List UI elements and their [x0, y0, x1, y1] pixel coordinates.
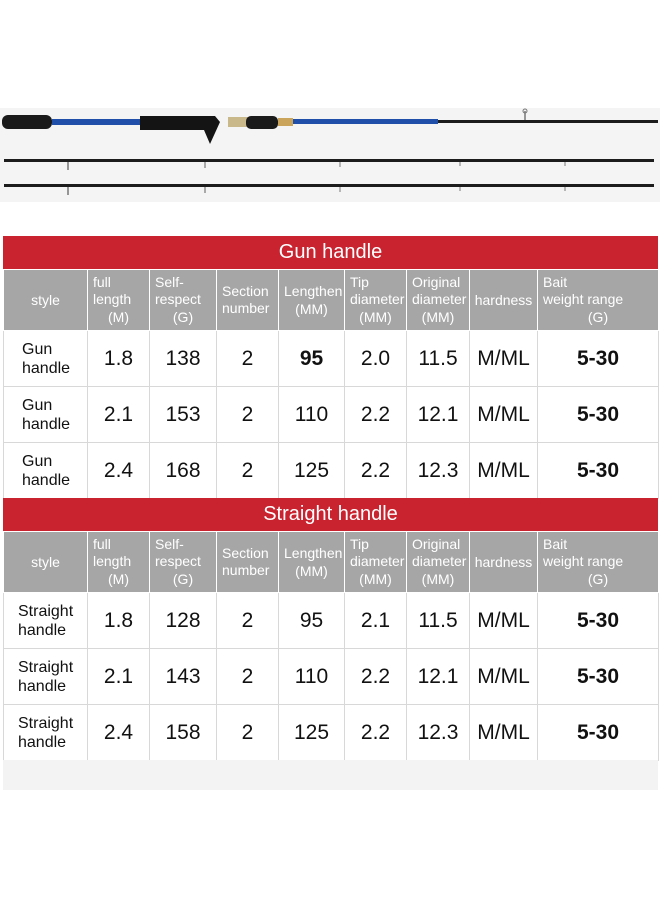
value-cell: 95	[279, 593, 345, 649]
style-cell: Straight handle	[4, 649, 88, 705]
header-unit: (MM)	[295, 300, 328, 317]
value-cell: 125	[279, 705, 345, 761]
value-cell: 138	[150, 331, 217, 387]
column-header	[538, 270, 659, 331]
value-cell: 2.0	[345, 331, 407, 387]
value-cell: 95	[279, 331, 345, 387]
style-cell: Straight handle	[4, 705, 88, 761]
value-cell: 2.1	[88, 387, 150, 443]
value-cell: 2.1	[345, 593, 407, 649]
header-label: Original diameter	[412, 274, 467, 307]
value-cell: 143	[150, 649, 217, 705]
header-label: Self- respect	[155, 536, 201, 569]
rod-blank-dark-tip	[438, 120, 658, 123]
value-cell: 2.2	[345, 649, 407, 705]
column-header	[345, 270, 407, 331]
value-cell: M/ML	[470, 705, 538, 761]
value-cell: 2.2	[345, 705, 407, 761]
header-unit: (M)	[108, 309, 129, 325]
value-cell: M/ML	[470, 387, 538, 443]
header-label: full length	[93, 536, 132, 569]
value-cell: 11.5	[407, 331, 470, 387]
rod-section-2	[4, 159, 654, 162]
rod-blank-blue-lower	[52, 119, 142, 125]
header-label: Tip diameter	[350, 274, 405, 307]
column-header	[4, 270, 88, 331]
rod-fore-grip	[246, 116, 278, 129]
column-header	[217, 532, 279, 593]
table-row	[4, 593, 659, 649]
header-unit: (MM)	[359, 309, 392, 325]
style-cell: Gun handle	[4, 443, 88, 499]
header-label: style	[31, 553, 60, 570]
column-header	[407, 270, 470, 331]
value-cell: 5-30	[538, 705, 659, 761]
header-label: Bait weight range	[543, 536, 624, 569]
fishing-rod-image	[0, 108, 660, 202]
header-unit: (MM)	[359, 571, 392, 587]
value-cell: 12.1	[407, 649, 470, 705]
value-cell: 5-30	[538, 331, 659, 387]
value-cell: 2	[217, 331, 279, 387]
table-row	[4, 443, 659, 499]
value-cell: 1.8	[88, 593, 150, 649]
value-cell: 2.4	[88, 705, 150, 761]
value-cell: M/ML	[470, 331, 538, 387]
rod-winding-gold	[278, 118, 293, 126]
column-header	[150, 270, 217, 331]
style-cell: Gun handle	[4, 387, 88, 443]
style-cell: Gun handle	[4, 331, 88, 387]
header-unit: (M)	[108, 571, 129, 587]
rod-section-3	[4, 184, 654, 187]
style-cell: Straight handle	[4, 593, 88, 649]
column-header	[4, 532, 88, 593]
header-unit: (MM)	[421, 309, 455, 325]
column-header	[470, 270, 538, 331]
column-header	[407, 532, 470, 593]
column-header	[150, 532, 217, 593]
header-unit: (G)	[587, 309, 609, 325]
value-cell: 12.3	[407, 443, 470, 499]
straight-handle-section	[3, 498, 658, 761]
header-unit: (G)	[172, 571, 194, 587]
header-label: Self- respect	[155, 274, 201, 307]
value-cell: M/ML	[470, 593, 538, 649]
value-cell: 110	[279, 387, 345, 443]
value-cell: 2.1	[88, 649, 150, 705]
value-cell: 2	[217, 443, 279, 499]
table-row	[4, 331, 659, 387]
column-header	[345, 532, 407, 593]
table-row	[4, 705, 659, 761]
header-label: Original diameter	[412, 536, 467, 569]
header-label: style	[31, 291, 60, 308]
rod-reel-seat-ring	[228, 117, 248, 127]
header-label: hardness	[474, 553, 533, 570]
value-cell: M/ML	[470, 443, 538, 499]
value-cell: 2	[217, 593, 279, 649]
value-cell: 2.2	[345, 387, 407, 443]
spec-table-gun	[3, 269, 659, 499]
table-row	[4, 649, 659, 705]
gun-handle-section	[3, 236, 658, 499]
column-header	[217, 270, 279, 331]
header-label: Tip diameter	[350, 536, 405, 569]
value-cell: 2.2	[345, 443, 407, 499]
column-header	[470, 532, 538, 593]
value-cell: 168	[150, 443, 217, 499]
table-row	[4, 387, 659, 443]
rod-butt-grip	[2, 115, 52, 129]
value-cell: 5-30	[538, 387, 659, 443]
value-cell: 11.5	[407, 593, 470, 649]
value-cell: 2	[217, 649, 279, 705]
header-label: Bait weight range	[543, 274, 624, 307]
section-title: Gun handle	[3, 236, 658, 269]
header-unit: (MM)	[421, 571, 455, 587]
header-label: Lengthen	[284, 282, 343, 299]
value-cell: 153	[150, 387, 217, 443]
value-cell: 12.3	[407, 705, 470, 761]
footer-band	[3, 760, 658, 790]
value-cell: 5-30	[538, 443, 659, 499]
header-label: Section number	[222, 545, 270, 578]
value-cell: 158	[150, 705, 217, 761]
value-cell: 12.1	[407, 387, 470, 443]
column-header	[538, 532, 659, 593]
header-label: full length	[93, 274, 132, 307]
header-label: Lengthen	[284, 544, 343, 561]
rod-trigger-reel-seat	[140, 116, 220, 144]
column-header	[279, 532, 345, 593]
value-cell: 2.4	[88, 443, 150, 499]
value-cell: 125	[279, 443, 345, 499]
value-cell: 5-30	[538, 593, 659, 649]
header-label: Section number	[222, 283, 270, 316]
header-unit: (G)	[587, 571, 609, 587]
column-header	[88, 270, 150, 331]
value-cell: 110	[279, 649, 345, 705]
value-cell: M/ML	[470, 649, 538, 705]
value-cell: 2	[217, 705, 279, 761]
value-cell: 128	[150, 593, 217, 649]
rod-blank-blue-upper	[293, 119, 438, 124]
column-header	[88, 532, 150, 593]
value-cell: 1.8	[88, 331, 150, 387]
column-header	[279, 270, 345, 331]
header-label: hardness	[474, 291, 533, 308]
spec-table-straight	[3, 531, 659, 761]
header-unit: (G)	[172, 309, 194, 325]
value-cell: 2	[217, 387, 279, 443]
header-unit: (MM)	[295, 562, 328, 579]
value-cell: 5-30	[538, 649, 659, 705]
section-title: Straight handle	[3, 498, 658, 531]
